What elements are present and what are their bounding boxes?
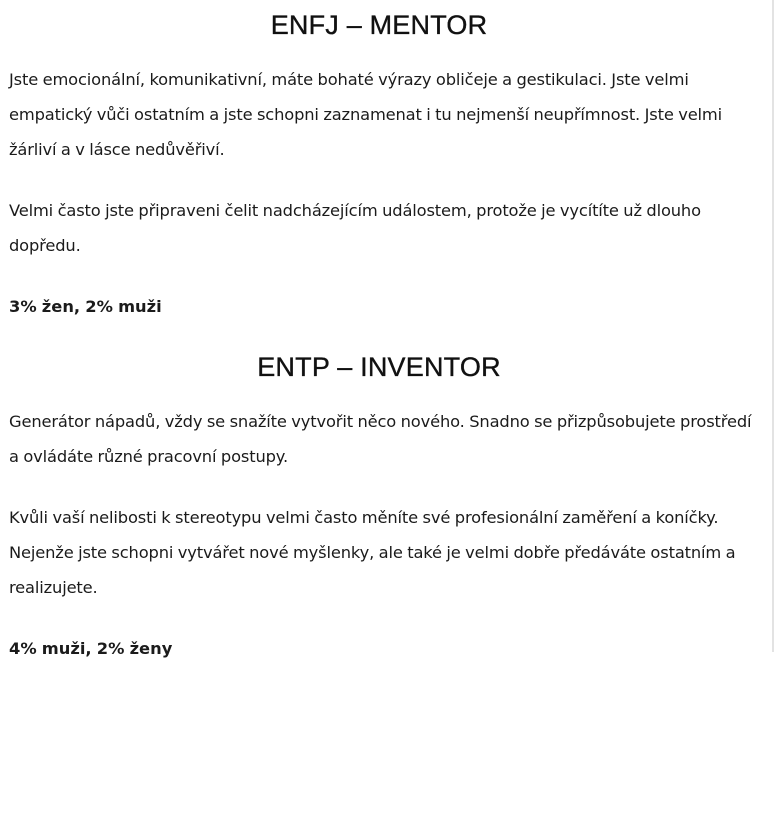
section-title-entp: ENTP – INVENTOR <box>257 352 501 382</box>
section-enfj-paragraph-1: Jste emocionální, komunikativní, máte bohaté výrazy obličeje a gestikulaci. Jste velmi empatický vůči ostatním a jste schopni zaznamenat i tu nejmenší neupřímnost. Jste velmi žárliví a v lásce nedůvěřiví. <box>9 70 723 159</box>
section-title-enfj: ENFJ – MENTOR <box>270 10 488 40</box>
section-enfj-paragraph-2: Velmi často jste připraveni čelit nadcházejícím událostem, protože je vycítíte už dlouho dopředu. <box>9 201 701 255</box>
section-entp-paragraph-1: Generátor nápadů, vždy se snažíte vytvořit něco nového. Snadno se přizpůsobujete prostředí a ovládáte různé pracovní postupy. <box>9 412 752 466</box>
section-entp-statistic: 4% muži, 2% ženy <box>9 639 173 658</box>
section-entp-paragraph-2: Kvůli vaší nelibosti k stereotypu velmi často měníte své profesionální zaměření a koníčky. Nejenže jste schopni vytvářet nové myšlenky, ale také je velmi dobře předáváte ostatním a realizujete. <box>9 508 736 597</box>
section-enfj-statistic: 3% žen, 2% muži <box>9 297 162 316</box>
